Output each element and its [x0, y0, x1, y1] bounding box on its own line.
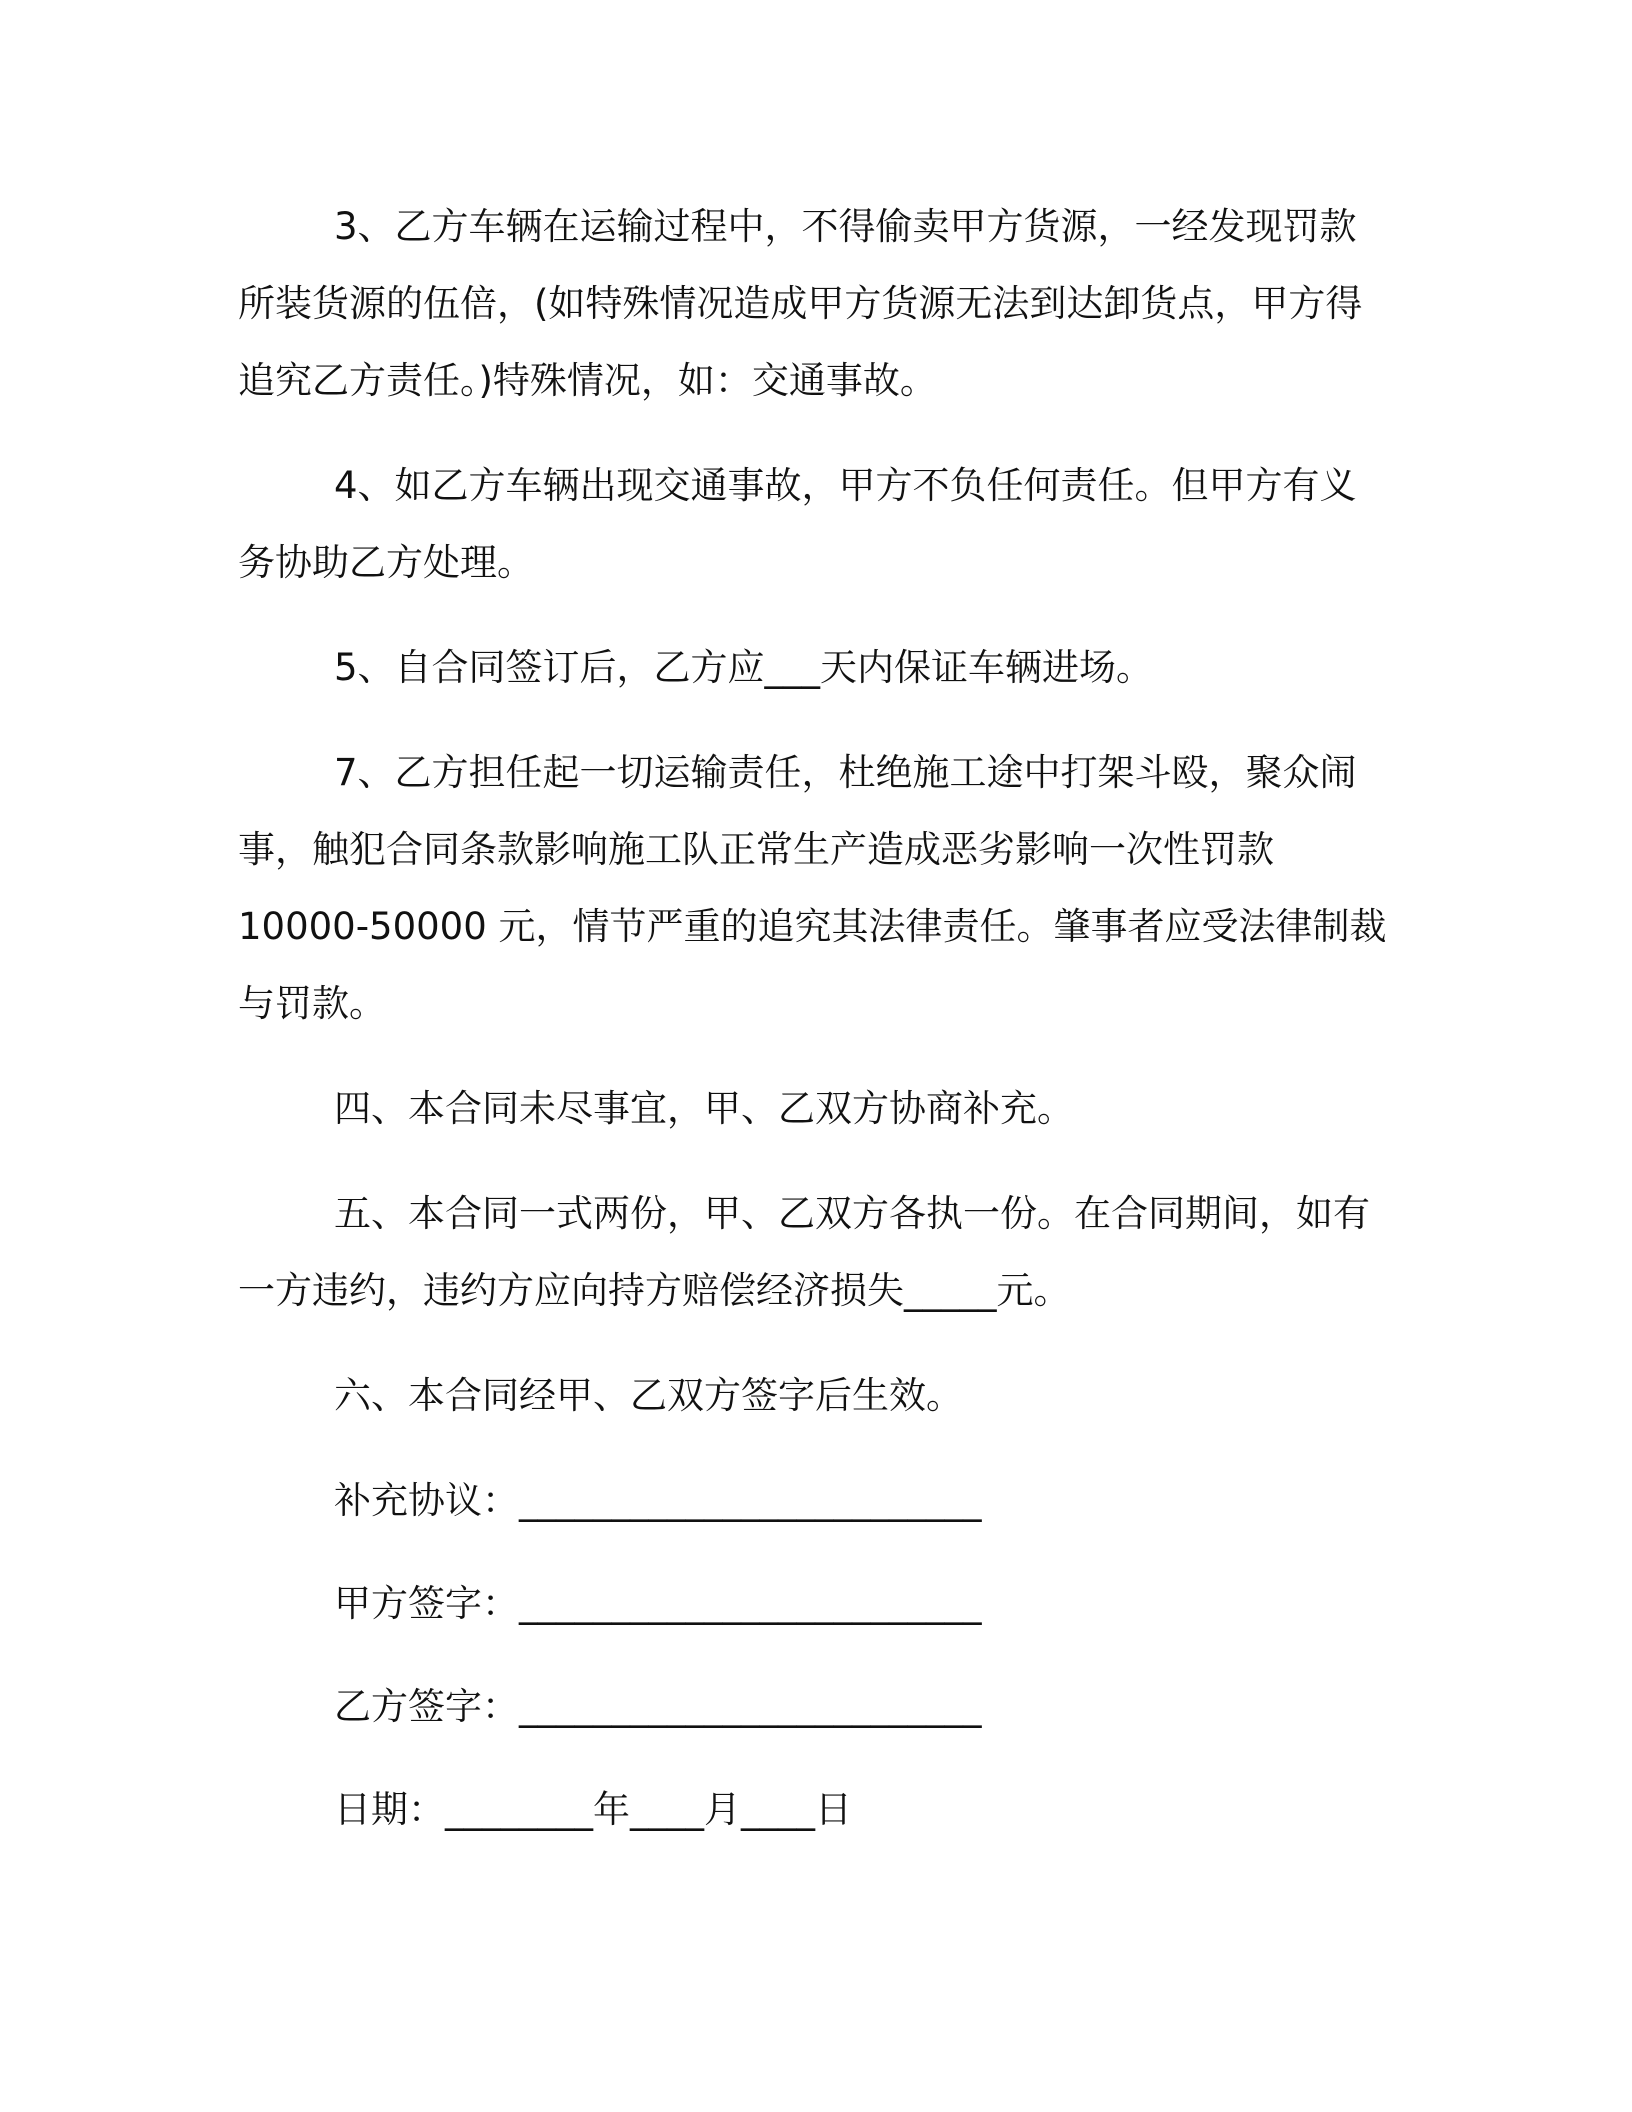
signature-block — [238, 1462, 1388, 1848]
clause-line: 7、乙方担任起一切运输责任，杜绝施工途中打架斗殴，聚众闹 — [334, 751, 1357, 794]
clause-4 — [238, 447, 1388, 601]
clause-line: 所装货源的伍倍，(如特殊情况造成甲方货源无法到达卸货点，甲方得 — [238, 282, 1363, 325]
clause-line: 事，触犯合同条款影响施工队正常生产造成恶劣影响一次性罚款 — [238, 828, 1274, 871]
clause-line: 追究乙方责任。)特殊情况，如：交通事故。 — [238, 359, 937, 402]
clause-line: 5、自合同签订后，乙方应___天内保证车辆进场。 — [334, 646, 1154, 689]
clause-line: 10000-50000 元，情节严重的追究其法律责任。肇事者应受法律制裁 — [238, 905, 1387, 948]
clause-line: 五、本合同一式两份，甲、乙双方各执一份。在合同期间，如有 — [334, 1192, 1370, 1235]
contract-body — [238, 188, 1388, 1874]
clause-line: 3、乙方车辆在运输过程中，不得偷卖甲方货源，一经发现罚款 — [334, 205, 1357, 248]
clause-line: 与罚款。 — [238, 982, 386, 1025]
clause-six — [238, 1357, 1388, 1434]
clause-5 — [238, 629, 1388, 706]
date-line: 日期：________年____月____日 — [334, 1788, 852, 1831]
clause-7 — [238, 734, 1388, 1042]
supplement-agreement-line: 补充协议：_________________________ — [334, 1479, 982, 1522]
clause-line: 四、本合同未尽事宜，甲、乙双方协商补充。 — [334, 1087, 1074, 1130]
party-b-signature-line: 乙方签字：_________________________ — [334, 1685, 982, 1728]
clause-line: 六、本合同经甲、乙双方签字后生效。 — [334, 1374, 963, 1417]
party-a-signature-line: 甲方签字：_________________________ — [334, 1582, 982, 1625]
clause-line: 一方违约，违约方应向持方赔偿经济损失_____元。 — [238, 1269, 1071, 1312]
clause-line: 务协助乙方处理。 — [238, 541, 534, 584]
clause-four — [238, 1070, 1388, 1147]
clause-five — [238, 1175, 1388, 1329]
clause-3 — [238, 188, 1388, 419]
clause-line: 4、如乙方车辆出现交通事故，甲方不负任何责任。但甲方有义 — [334, 464, 1357, 507]
